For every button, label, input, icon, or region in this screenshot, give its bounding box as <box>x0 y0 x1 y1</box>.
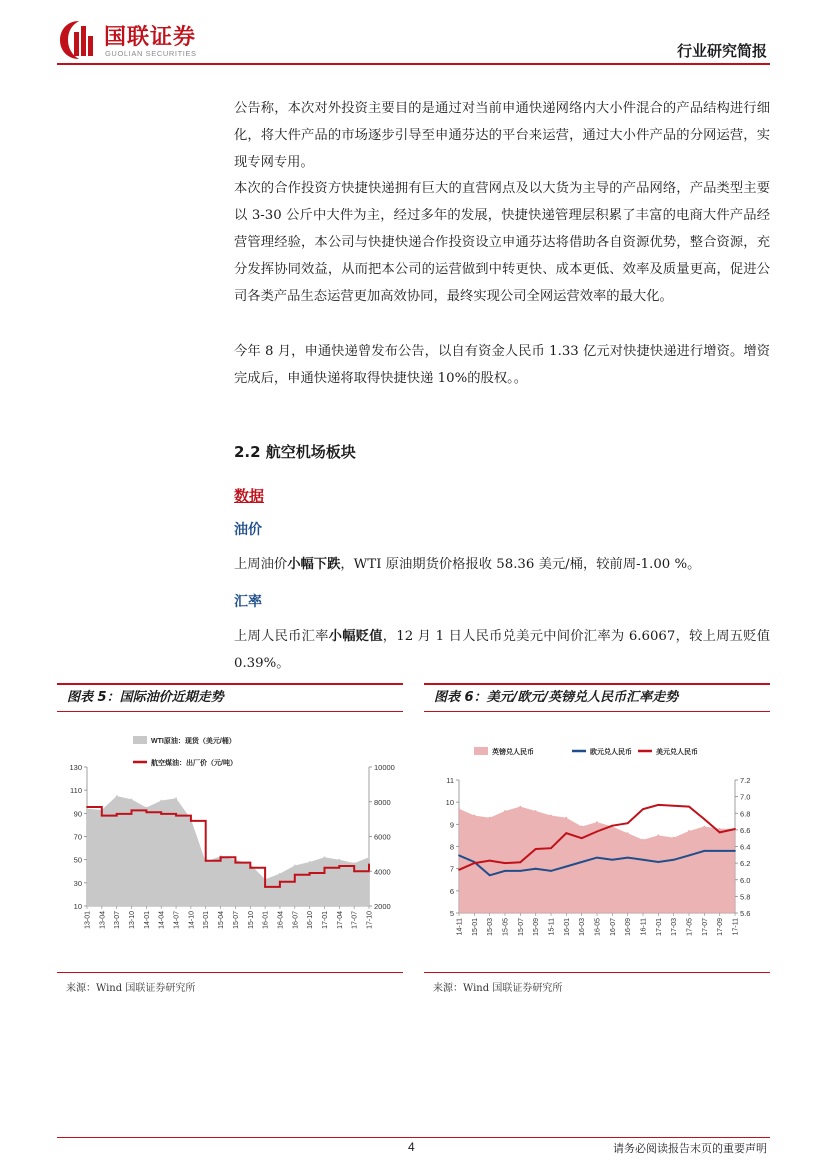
footer-disclaimer: 请务必阅读报告末页的重要声明 <box>613 1142 767 1155</box>
series-0-point <box>160 800 162 802</box>
y-right-tick-label: 7.2 <box>740 776 751 785</box>
series-2-point <box>535 848 537 850</box>
series-0-point <box>353 862 355 864</box>
series-2-point <box>581 837 583 839</box>
y-right-tick-label: 6.8 <box>740 809 751 819</box>
series-0-point <box>703 826 705 828</box>
exchange-rate-chart <box>424 720 770 968</box>
x-tick-label: 15-07 <box>232 911 240 929</box>
report-type: 行业研究简报 <box>676 42 767 60</box>
series-1-point <box>673 859 675 861</box>
fig5-source: 来源：Wind 国联证券研究所 <box>66 983 196 994</box>
series-0-point <box>489 817 491 819</box>
series-2-point <box>504 862 506 864</box>
y-right-tick-label: 8000 <box>374 797 391 807</box>
x-tick-label: 13-01 <box>84 911 92 929</box>
legend-label-1: 航空煤油：出厂价（元/吨） <box>151 760 237 767</box>
x-tick-label: 13-10 <box>129 911 137 929</box>
series-1-point <box>734 850 736 852</box>
oil-emphasis: 小幅下跌 <box>287 557 341 572</box>
series-2-point <box>489 860 491 862</box>
y-left-tick-label: 90 <box>73 809 82 819</box>
x-tick-label: 17-07 <box>701 918 709 936</box>
x-tick-label: 16-10 <box>307 911 315 929</box>
y-right-tick-label: 6.6 <box>740 825 751 835</box>
x-tick-label: 16-07 <box>292 911 300 929</box>
y-left-tick-label: 11 <box>446 776 454 785</box>
series-1-point <box>657 861 659 863</box>
y-right-tick-label: 6.0 <box>740 875 751 885</box>
series-1-point <box>338 865 340 867</box>
x-tick-label: 17-09 <box>717 918 725 936</box>
logo-text-cn: 国联证券 <box>104 25 197 50</box>
series-2-point <box>673 805 675 807</box>
series-2-point <box>642 808 644 810</box>
series-0-point <box>116 795 118 797</box>
series-1-point <box>279 881 281 883</box>
series-0-point <box>657 835 659 837</box>
fx-text-pre: 上周人民币汇率 <box>234 629 329 644</box>
x-tick-label: 15-09 <box>533 918 541 936</box>
fig5-title: 图表 5：国际油价近期走势 <box>67 690 224 705</box>
series-1-point <box>353 870 355 872</box>
series-2-point <box>703 818 705 820</box>
series-2-point <box>627 822 629 824</box>
fig6-title-rule <box>424 711 770 712</box>
series-0-point <box>627 832 629 834</box>
fig6-source: 来源：Wind 国联证券研究所 <box>433 983 563 994</box>
series-1-point <box>294 874 296 876</box>
y-left-tick-label: 5 <box>449 909 454 918</box>
series-2-point <box>565 832 567 834</box>
legend-swatch-0 <box>474 747 488 755</box>
y-left-tick-label: 9 <box>449 820 454 830</box>
series-1-point <box>565 866 567 868</box>
series-2-point <box>519 861 521 863</box>
x-tick-label: 16-07 <box>609 918 617 936</box>
x-tick-label: 17-11 <box>732 918 740 936</box>
x-tick-label: 15-05 <box>502 918 510 936</box>
series-2-point <box>458 869 460 871</box>
oil-text-pre: 上周油价 <box>234 557 288 572</box>
section-title: 2.2 航空机场板块 <box>234 443 356 461</box>
series-1-point <box>368 863 370 865</box>
x-tick-label: 14-10 <box>188 911 196 929</box>
y-left-tick-label: 130 <box>69 763 82 772</box>
x-tick-label: 16-11 <box>640 918 648 936</box>
oil-price-chart <box>57 720 403 968</box>
x-tick-label: 14-01 <box>143 911 151 929</box>
series-1-point <box>235 862 237 864</box>
series-1-point <box>220 856 222 858</box>
series-2-point <box>688 806 690 808</box>
series-1-point <box>596 857 598 859</box>
x-tick-label: 15-11 <box>548 918 556 936</box>
series-1-point <box>642 859 644 861</box>
legend-swatch-0 <box>133 736 147 744</box>
x-tick-label: 17-05 <box>686 918 694 936</box>
y-left-tick-label: 6 <box>449 886 454 896</box>
y-right-tick-label: 6000 <box>374 832 391 842</box>
series-2-point <box>719 832 721 834</box>
series-1-point <box>116 813 118 815</box>
series-1-point <box>535 868 537 870</box>
series-0-point <box>519 806 521 808</box>
x-tick-label: 15-03 <box>487 918 495 936</box>
series-0-point <box>719 828 721 830</box>
series-0-point <box>338 859 340 861</box>
x-tick-label: 16-04 <box>277 911 285 929</box>
header-rule <box>57 63 770 65</box>
series-1-point <box>581 861 583 863</box>
x-tick-label: 17-07 <box>351 911 359 929</box>
series-0-point <box>673 837 675 839</box>
y-left-tick-label: 70 <box>73 832 82 842</box>
series-1-point <box>264 886 266 888</box>
y-left-tick-label: 8 <box>449 842 454 852</box>
y-right-tick-label: 10000 <box>374 763 395 772</box>
series-1-point <box>131 810 133 812</box>
company-logo <box>58 18 228 62</box>
x-tick-label: 14-11 <box>456 918 464 936</box>
series-0-point <box>473 815 475 817</box>
y-left-tick-label: 10 <box>73 902 82 911</box>
series-0-point <box>146 807 148 809</box>
fx-emphasis: 小幅贬值 <box>328 629 383 644</box>
series-1-point <box>324 867 326 869</box>
y-right-tick-label: 6.2 <box>740 859 751 869</box>
x-tick-label: 16-09 <box>625 918 633 936</box>
series-0-point <box>368 856 370 858</box>
series-0-point <box>596 821 598 823</box>
fig5-title-rule <box>57 711 403 712</box>
x-tick-label: 13-07 <box>114 911 122 929</box>
logo-text-en: GUOLIAN SECURITIES <box>105 49 197 58</box>
series-1-point <box>175 815 177 817</box>
y-right-tick-label: 4000 <box>374 867 391 877</box>
series-2-point <box>550 847 552 849</box>
x-tick-label: 15-01 <box>471 918 479 936</box>
series-2-point <box>657 804 659 806</box>
series-2-point <box>611 825 613 827</box>
series-0-point <box>131 799 133 801</box>
x-tick-label: 16-01 <box>563 918 571 936</box>
paragraph-2: 本次的合作投资方快捷快递拥有巨大的直营网点及以大货为主导的产品网络，产品类型主要以 3-30 公斤中大件为主，经过多年的发展，快捷快递管理层积累了丰富的电商大件产品经营管理经验，本公司与快捷快递合作投资设立申通芬达将借助各自资源优势，整合资源，充分发挥协同效益，从而把本公司的运营做到中转更快、成本更低、效率及质量更高，促进公司各类产品生态运营更加高效协同，最终实现公司全网运营效率的最大化。 <box>234 181 770 304</box>
legend-label-0: 英镑兑人民币 <box>492 749 534 756</box>
x-tick-label: 17-01 <box>655 918 663 936</box>
series-0-point <box>688 830 690 832</box>
series-1-point <box>101 815 103 817</box>
subheading-oil: 油价 <box>234 522 262 538</box>
fx-paragraph <box>234 623 770 677</box>
series-1-point <box>611 859 613 861</box>
series-0-point <box>86 808 88 810</box>
series-0-point <box>324 856 326 858</box>
series-0-point <box>642 839 644 841</box>
series-1-point <box>146 811 148 813</box>
series-0-point <box>535 810 537 812</box>
series-1-point <box>309 872 311 874</box>
series-1-point <box>550 870 552 872</box>
oil-text-post: ，WTI 原油期货价格报收 58.36 美元/桶，较前周-1.00 %。 <box>340 557 701 572</box>
series-0-area <box>87 796 369 906</box>
legend-label-0: WTI原油：现货（美元/桶） <box>151 738 236 745</box>
series-1-point <box>627 857 629 859</box>
y-right-tick-label: 7.0 <box>740 792 751 802</box>
subheading-data: 数据 <box>234 487 265 505</box>
series-1-point <box>504 870 506 872</box>
series-1-point <box>719 850 721 852</box>
series-1-point <box>205 860 207 862</box>
series-2-point <box>596 831 598 833</box>
y-right-tick-label: 2000 <box>374 902 391 911</box>
y-right-tick-label: 5.8 <box>740 892 751 902</box>
series-0-point <box>581 826 583 828</box>
x-tick-label: 17-04 <box>336 911 344 929</box>
series-1-point <box>489 874 491 876</box>
y-right-tick-label: 6.4 <box>740 842 751 852</box>
series-0-point <box>458 808 460 810</box>
y-left-tick-label: 50 <box>73 855 82 865</box>
series-0-point <box>309 861 311 863</box>
x-tick-label: 15-04 <box>218 911 226 929</box>
series-2-point <box>473 862 475 864</box>
oil-paragraph <box>234 551 770 578</box>
x-tick-label: 16-01 <box>262 911 270 929</box>
paragraph-3: 今年 8 月，申通快递曾发布公告，以自有资金人民币 1.33 亿元对快捷快递进行增资。增资完成后，申通快递将取得快捷快递 10%的股权。。 <box>234 344 770 386</box>
x-tick-label: 15-10 <box>247 911 255 929</box>
x-tick-label: 17-10 <box>366 911 374 929</box>
series-0-point <box>175 797 177 799</box>
fx-text-post: ，12 月 1 日人民币兑美元中间价汇率为 6.6067，较上周五贬值 0.39%。 <box>234 629 771 671</box>
series-1-point <box>688 855 690 857</box>
x-tick-label: 17-01 <box>321 911 329 929</box>
logo-emblem-icon <box>58 18 100 62</box>
series-1-point <box>458 855 460 857</box>
series-0-point <box>504 810 506 812</box>
y-left-tick-label: 10 <box>445 798 454 808</box>
series-1-point <box>190 820 192 822</box>
series-1-point <box>703 850 705 852</box>
x-tick-label: 16-05 <box>594 918 602 936</box>
series-0-point <box>565 817 567 819</box>
series-1-point <box>160 813 162 815</box>
x-tick-label: 14-07 <box>173 911 181 929</box>
series-0-point <box>294 865 296 867</box>
y-left-tick-label: 7 <box>449 864 454 874</box>
fig5-bottom-rule <box>57 972 403 973</box>
footer-rule <box>57 1137 770 1138</box>
x-tick-label: 16-03 <box>579 918 587 936</box>
series-1-point <box>519 870 521 872</box>
paragraph-1: 公告称，本次对外投资主要目的是通过对当前申通快递网络内大小件混合的产品结构进行细化，将大件产品的市场逐步引导至申通芬达的平台来运营，通过大小件产品的分网运营，实现专网专用。 <box>234 101 770 170</box>
x-tick-label: 13-04 <box>99 911 107 929</box>
series-0-point <box>279 873 281 875</box>
y-left-tick-label: 30 <box>73 878 82 888</box>
series-1-point <box>249 867 251 869</box>
x-tick-label: 14-04 <box>158 911 166 929</box>
x-tick-label: 15-01 <box>203 911 211 929</box>
fig6-title: 图表 6：美元/欧元/英镑兑人民币汇率走势 <box>434 690 679 705</box>
series-0-point <box>550 815 552 817</box>
series-1-point <box>86 806 88 808</box>
fig6-bottom-rule <box>424 972 770 973</box>
y-left-tick-label: 110 <box>70 786 82 796</box>
legend-label-2: 美元兑人民币 <box>656 749 698 756</box>
x-tick-label: 17-03 <box>671 918 679 936</box>
subheading-fx: 汇率 <box>234 594 262 610</box>
page-number: 4 <box>408 1140 415 1154</box>
y-right-tick-label: 5.6 <box>740 909 751 918</box>
legend-label-1: 欧元兑人民币 <box>590 749 632 756</box>
x-tick-label: 15-07 <box>517 918 525 936</box>
